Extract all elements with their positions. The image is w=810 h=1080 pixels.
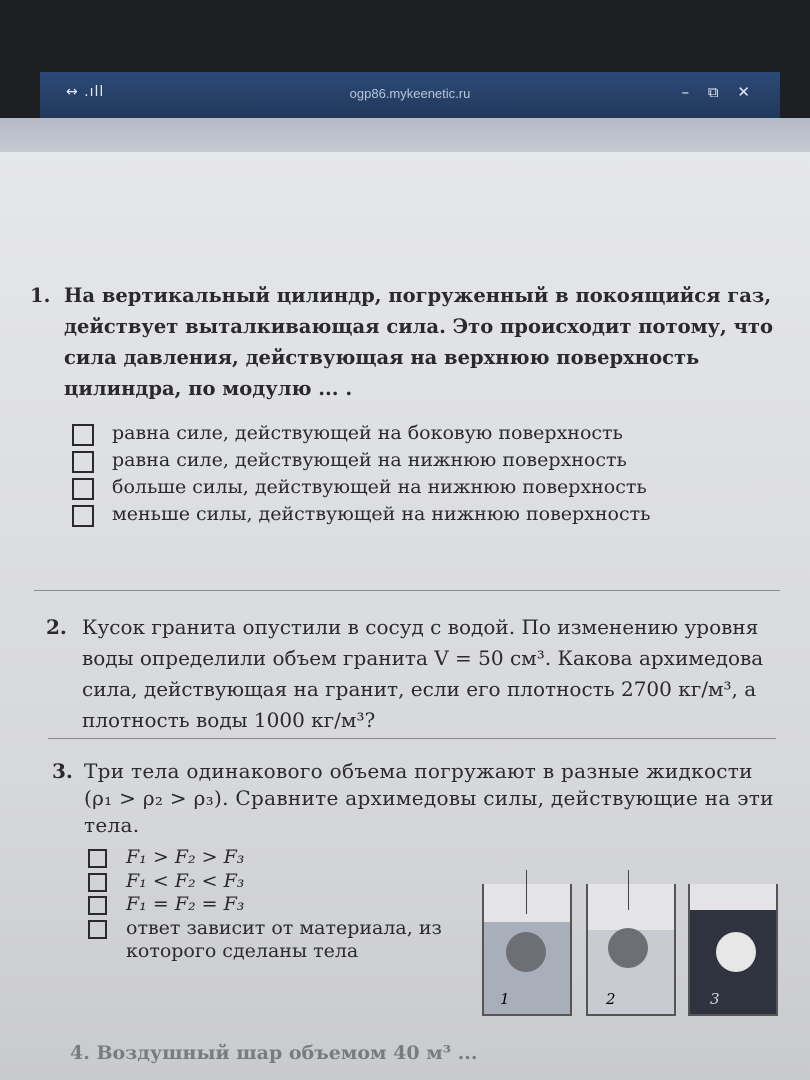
vessel-2 — [586, 884, 676, 1016]
option-3[interactable] — [88, 893, 458, 917]
vessel-3 — [688, 884, 778, 1016]
option-1[interactable] — [72, 420, 792, 447]
option-label: ответ зависит от материала, из которого сделаны тела — [126, 916, 442, 962]
window-controls — [668, 83, 750, 101]
vessel-label: 2 — [606, 990, 616, 1008]
next-question-partial: 4. Воздушный шар объемом 40 м³ ... — [70, 1042, 478, 1064]
thread — [628, 870, 629, 910]
option-label: равна силе, действующей на нижнюю поверхность — [112, 449, 627, 471]
ball — [506, 932, 546, 972]
address-url[interactable]: ogp86.mykeenetic.ru — [349, 86, 471, 101]
option-4[interactable] — [72, 501, 792, 528]
question-text: На вертикальный цилиндр, погруженный в покоящийся газ, действует выталкивающая сила. Это происходит потому, что сила давления, действующая на верхнюю поверхность цилиндра, по модулю ... . — [64, 284, 773, 400]
divider — [48, 738, 776, 739]
question-number: 3. — [52, 759, 73, 783]
question-3-options — [88, 846, 458, 964]
vessel-label: 3 — [710, 990, 720, 1008]
option-label: меньше силы, действующей на нижнюю поверхность — [112, 503, 651, 525]
vessel-label: 1 — [500, 990, 510, 1008]
ball — [608, 928, 648, 968]
question-number: 1. — [30, 284, 51, 307]
browser-title-bar — [40, 72, 780, 118]
close-button[interactable]: ✕ — [737, 83, 750, 101]
thread — [526, 870, 527, 914]
option-2[interactable] — [88, 870, 458, 894]
question-3 — [52, 758, 782, 839]
option-label: F₁ < F₂ < F₃ — [126, 869, 245, 892]
vessels-figure — [478, 884, 778, 1024]
question-2 — [46, 612, 791, 736]
option-label: F₁ = F₂ = F₃ — [126, 893, 245, 915]
checkbox[interactable] — [88, 920, 107, 939]
checkbox[interactable] — [72, 451, 94, 473]
option-3[interactable] — [72, 474, 792, 501]
option-label: равна силе, действующей на боковую поверхность — [112, 422, 623, 444]
minimize-button[interactable]: – — [681, 83, 690, 101]
restore-button[interactable]: ⧉ — [707, 83, 719, 101]
option-4[interactable] — [88, 917, 458, 964]
signal-icon: ↔ .ıll — [66, 84, 105, 100]
option-2[interactable] — [72, 447, 792, 474]
checkbox[interactable] — [88, 849, 107, 868]
checkbox[interactable] — [72, 505, 94, 527]
option-label: F₁ > F₂ > F₃ — [126, 846, 245, 868]
checkbox[interactable] — [72, 478, 94, 500]
option-1[interactable] — [88, 846, 458, 870]
ball — [716, 932, 756, 972]
checkbox[interactable] — [88, 896, 107, 915]
toolbar-strip — [0, 118, 810, 152]
option-label: больше силы, действующей на нижнюю поверхность — [112, 476, 647, 498]
question-number: 2. — [46, 615, 67, 639]
divider — [34, 590, 780, 591]
vessel-1 — [482, 884, 572, 1016]
question-text: Три тела одинакового объема погружают в разные жидкости (ρ₁ > ρ₂ > ρ₃). Сравните архимедовы силы, действующие на эти тела. — [84, 759, 774, 837]
question-1-options — [72, 420, 792, 528]
checkbox[interactable] — [88, 873, 107, 892]
question-1 — [30, 280, 790, 404]
checkbox[interactable] — [72, 424, 94, 446]
question-text: Кусок гранита опустили в сосуд с водой. По изменению уровня воды определили объем гранита V = 50 см³. Какова архимедова сила, действующая на гранит, если его плотность 2700 кг/м³, а плотность воды 1000 кг/м³? — [82, 615, 764, 732]
